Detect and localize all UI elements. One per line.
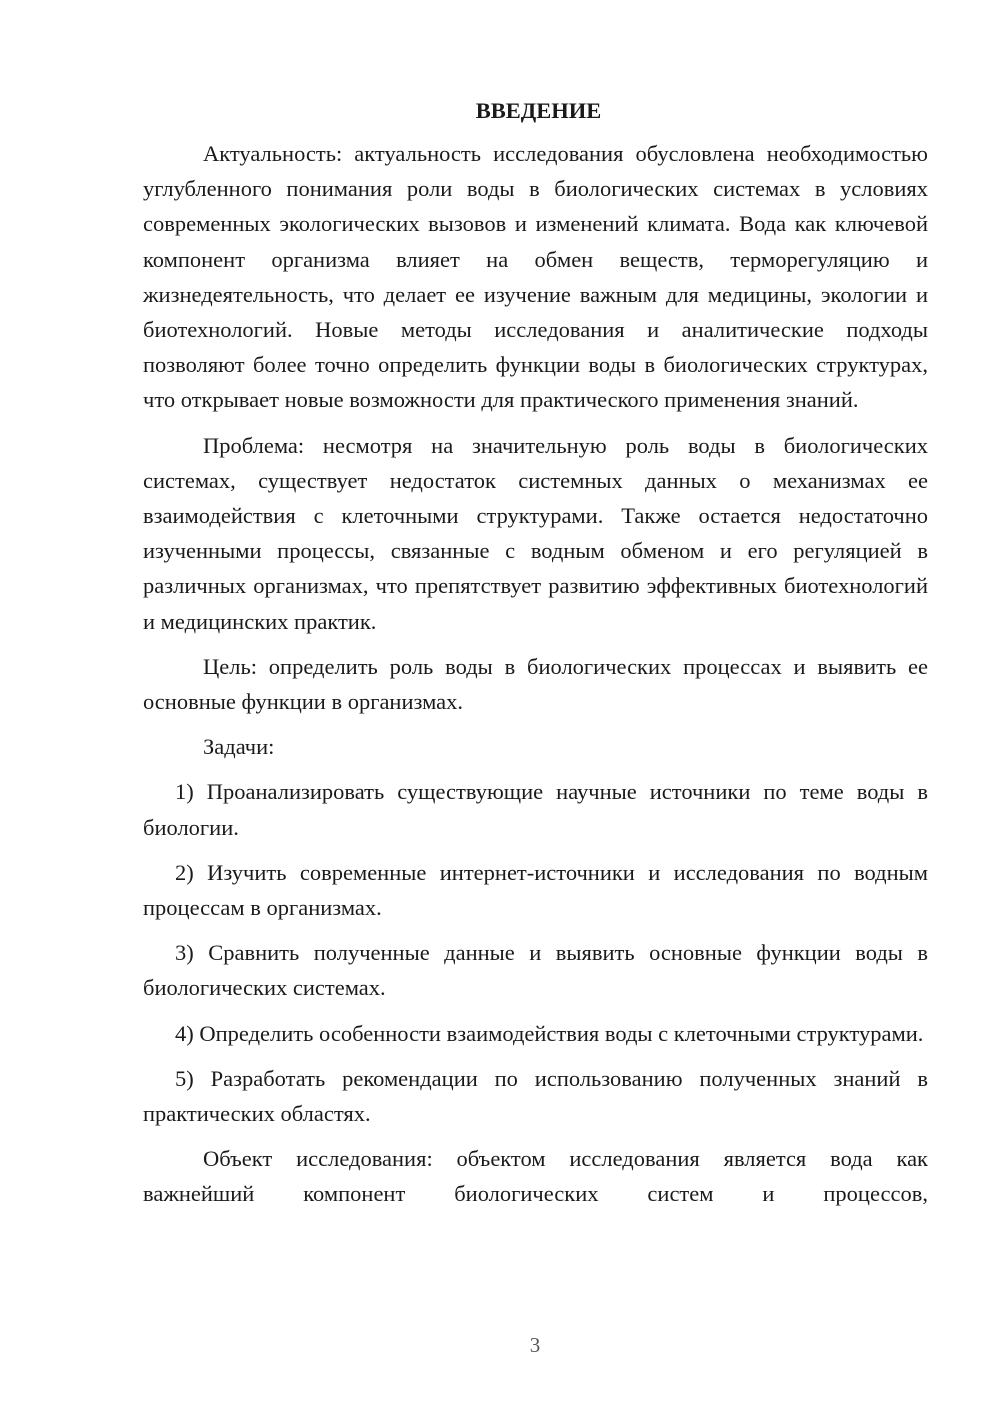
task-item-4: 4) Определить особенности взаимодействия воды с клеточными структурами. — [175, 1020, 924, 1046]
task-item-1: 1) Проанализировать существующие научные источники по теме воды в биологии. — [143, 779, 928, 840]
relevance-paragraph: Актуальность: актуальность исследования обусловлена необходимостью углубленного понимания роли воды в биологических системах в условиях современных экологических вызовов и изменений климата. Вода как ключевой компонент организма влияет на обмен веществ, терморегуляцию и жизнедеятельность, что делает ее изучение важным для медицины, экологии и биотехнологий. Новые методы исследования и аналитические подходы позволяют более точно определить функции воды в биологических структурах, что открывает новые возможности для практического применения знаний. — [143, 141, 928, 413]
document-page — [143, 96, 928, 1212]
tasks-label: Задачи: — [203, 734, 275, 760]
goal-paragraph: Цель: определить роль воды в биологических процессах и выявить ее основные функции в организмах. — [143, 653, 928, 715]
page-number: 3 — [529, 1333, 541, 1357]
section-heading: ВВЕДЕНИЕ — [475, 98, 602, 123]
problem-paragraph: Проблема: несмотря на значительную роль воды в биологических системах, существует недостаток системных данных о механизмах ее взаимодействия с клеточными структурами. Также остается недостаточно изученными процессы, связанные с водным обменом и его регуляцией в различных организмах, что препятствует развитию эффективных биотехнологий и медицинских практик. — [143, 432, 928, 634]
task-item-5: 5) Разработать рекомендации по использованию полученных знаний в практических областях. — [143, 1065, 928, 1127]
task-item-3: 3) Сравнить полученные данные и выявить основные функции воды в биологических системах. — [143, 940, 928, 1001]
task-item-2: 2) Изучить современные интернет-источники и исследования по водным процессам в организмах. — [143, 859, 928, 921]
object-paragraph: Объект исследования: объектом исследования является вода как важнейший компонент биологических систем и процессов, — [143, 1146, 928, 1207]
